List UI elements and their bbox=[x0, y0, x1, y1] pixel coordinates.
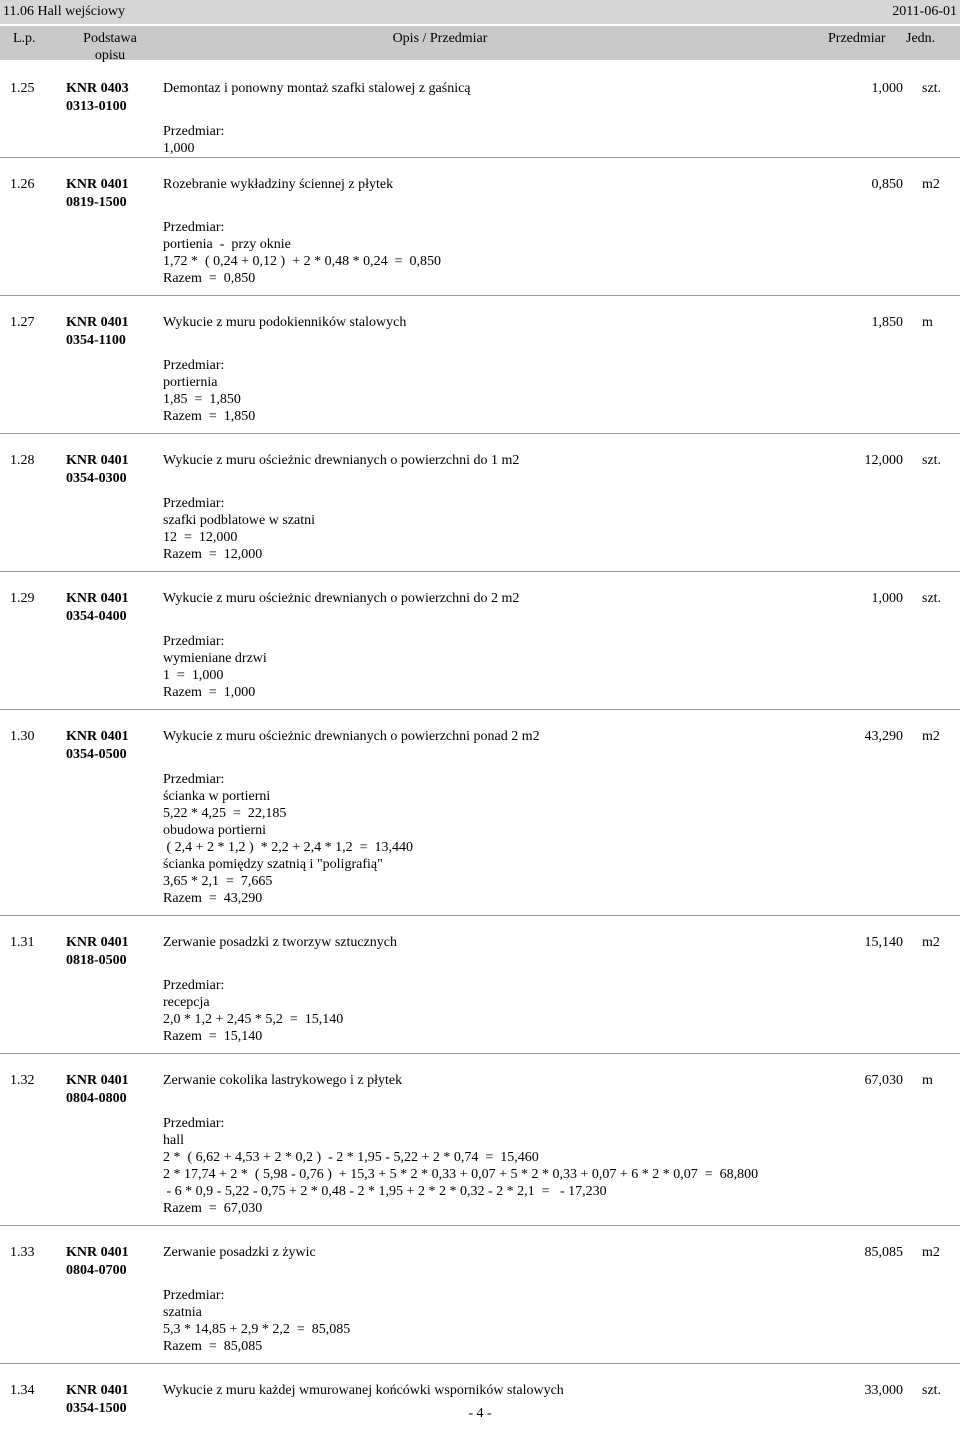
position-code-number: 0354-0400 bbox=[66, 609, 127, 624]
przedmiar-label: Przedmiar: bbox=[163, 978, 225, 993]
position-number: 1.32 bbox=[10, 1073, 35, 1088]
calculation-line: ( 2,4 + 2 * 1,2 ) * 2,2 + 2,4 * 1,2 = 13,440 bbox=[163, 840, 414, 855]
position-code bbox=[66, 452, 152, 488]
position-quantity: 67,030 bbox=[864, 1073, 903, 1088]
calculation-line: 1,85 = 1,850 bbox=[163, 392, 241, 407]
position-number: 1.25 bbox=[10, 81, 35, 96]
position-quantity: 12,000 bbox=[864, 453, 903, 468]
calculation-lines bbox=[163, 1304, 350, 1355]
calculation-line: 1,000 bbox=[163, 141, 195, 156]
calculation-line: Razem = 85,085 bbox=[163, 1339, 263, 1354]
calculation-line: 2 * ( 6,62 + 4,53 + 2 * 0,2 ) - 2 * 1,95 - 5,22 + 2 * 0,74 = 15,460 bbox=[163, 1150, 539, 1165]
position-unit: szt. bbox=[922, 591, 942, 606]
calculation-line: Razem = 0,850 bbox=[163, 271, 256, 286]
position-number: 1.26 bbox=[10, 177, 35, 192]
position-description: Wykucie z muru podokienników stalowych bbox=[163, 315, 407, 330]
calculation-line: - 6 * 0,9 - 5,22 - 0,75 + 2 * 0,48 - 2 * 1,95 + 2 * 2 * 0,32 - 2 * 2,1 = - 17,230 bbox=[163, 1184, 607, 1199]
position-code-catalog: KNR 0401 bbox=[66, 729, 129, 744]
position-code-number: 0354-0500 bbox=[66, 747, 127, 762]
position-quantity: 33,000 bbox=[864, 1383, 903, 1398]
table-row bbox=[0, 1054, 960, 1226]
calculation-line: hall bbox=[163, 1133, 184, 1148]
calculation-line: ścianka w portierni bbox=[163, 789, 271, 804]
position-unit: m2 bbox=[922, 935, 940, 950]
calculation-line: Razem = 1,000 bbox=[163, 685, 256, 700]
document-date: 2011-06-01 bbox=[892, 4, 957, 19]
przedmiar-label: Przedmiar: bbox=[163, 634, 225, 649]
position-description: Wykucie z muru ościeżnic drewnianych o powierzchni do 2 m2 bbox=[163, 591, 520, 606]
position-code-catalog: KNR 0401 bbox=[66, 1383, 129, 1398]
position-number: 1.28 bbox=[10, 453, 35, 468]
position-unit: m bbox=[922, 1073, 933, 1088]
calculation-lines bbox=[163, 994, 343, 1045]
header-lp: L.p. bbox=[13, 31, 36, 46]
calculation-lines bbox=[163, 788, 413, 907]
position-code-number: 0804-0700 bbox=[66, 1263, 127, 1278]
calculation-lines bbox=[163, 140, 195, 157]
table-row bbox=[0, 916, 960, 1054]
position-quantity: 1,000 bbox=[871, 591, 903, 606]
position-code bbox=[66, 590, 152, 626]
position-number: 1.29 bbox=[10, 591, 35, 606]
table-header bbox=[0, 26, 960, 63]
header-przedmiar: Przedmiar bbox=[828, 31, 886, 46]
position-unit: m bbox=[922, 315, 933, 330]
position-description: Wykucie z muru ościeżnic drewnianych o powierzchni do 1 m2 bbox=[163, 453, 520, 468]
position-code bbox=[66, 934, 152, 970]
table-row bbox=[0, 710, 960, 916]
calculation-line: 2 * 17,74 + 2 * ( 5,98 - 0,76 ) + 15,3 + 5 * 2 * 0,33 + 0,07 + 5 * 2 * 0,33 + 0,07 + 6 * 2 * 0,07 = 68,800 bbox=[163, 1167, 759, 1182]
position-code bbox=[66, 80, 152, 116]
przedmiar-label: Przedmiar: bbox=[163, 1288, 225, 1303]
calculation-line: recepcja bbox=[163, 995, 210, 1010]
przedmiar-label: Przedmiar: bbox=[163, 772, 225, 787]
calculation-line: 5,3 * 14,85 + 2,9 * 2,2 = 85,085 bbox=[163, 1322, 351, 1337]
calculation-line: obudowa portierni bbox=[163, 823, 267, 838]
position-number: 1.30 bbox=[10, 729, 35, 744]
position-description: Wykucie z muru ościeżnic drewnianych o powierzchni ponad 2 m2 bbox=[163, 729, 540, 744]
table-row bbox=[0, 296, 960, 434]
calculation-line: portienia - przy oknie bbox=[163, 237, 291, 252]
calculation-line: Razem = 43,290 bbox=[163, 891, 263, 906]
position-unit: m2 bbox=[922, 1245, 940, 1260]
position-unit: m2 bbox=[922, 729, 940, 744]
calculation-line: Razem = 67,030 bbox=[163, 1201, 263, 1216]
calculation-lines bbox=[163, 374, 255, 425]
calculation-line: szafki podblatowe w szatni bbox=[163, 513, 316, 528]
calculation-lines bbox=[163, 650, 267, 701]
position-description: Zerwanie posadzki z tworzyw sztucznych bbox=[163, 935, 398, 950]
calculation-line: portiernia bbox=[163, 375, 218, 390]
position-unit: m2 bbox=[922, 177, 940, 192]
position-code bbox=[66, 314, 152, 350]
calculation-line: 1 = 1,000 bbox=[163, 668, 224, 683]
position-code-catalog: KNR 0401 bbox=[66, 177, 129, 192]
calculation-line: 5,22 * 4,25 = 22,185 bbox=[163, 806, 287, 821]
position-unit: szt. bbox=[922, 81, 942, 96]
table-row bbox=[0, 434, 960, 572]
calculation-lines bbox=[163, 236, 441, 287]
position-code-catalog: KNR 0401 bbox=[66, 935, 129, 950]
przedmiar-label: Przedmiar: bbox=[163, 220, 225, 235]
position-code-catalog: KNR 0401 bbox=[66, 1073, 129, 1088]
position-quantity: 43,290 bbox=[864, 729, 903, 744]
header-podstawa: Podstawa opisu bbox=[83, 31, 137, 63]
calculation-line: szatnia bbox=[163, 1305, 202, 1320]
calculation-line: Razem = 12,000 bbox=[163, 547, 263, 562]
table-row bbox=[0, 572, 960, 710]
position-code-catalog: KNR 0403 bbox=[66, 81, 129, 96]
position-code-number: 0804-0800 bbox=[66, 1091, 127, 1106]
position-description: Zerwanie cokolika lastrykowego i z płytek bbox=[163, 1073, 403, 1088]
position-code bbox=[66, 1244, 152, 1280]
calculation-line: 12 = 12,000 bbox=[163, 530, 238, 545]
przedmiar-label: Przedmiar: bbox=[163, 1116, 225, 1131]
position-code-number: 0354-0300 bbox=[66, 471, 127, 486]
position-description: Rozebranie wykładziny ściennej z płytek bbox=[163, 177, 394, 192]
calculation-line: 3,65 * 2,1 = 7,665 bbox=[163, 874, 273, 889]
position-code-catalog: KNR 0401 bbox=[66, 591, 129, 606]
position-description: Zerwanie posadzki z żywic bbox=[163, 1245, 316, 1260]
table-row bbox=[0, 158, 960, 296]
header-opis: Opis / Przedmiar bbox=[392, 31, 488, 46]
page-header-bar bbox=[0, 0, 960, 24]
position-number: 1.34 bbox=[10, 1383, 35, 1398]
position-unit: szt. bbox=[922, 453, 942, 468]
calculation-line: Razem = 15,140 bbox=[163, 1029, 263, 1044]
position-description: Demontaz i ponowny montaż szafki stalowej z gaśnicą bbox=[163, 81, 471, 96]
calculation-line: Razem = 1,850 bbox=[163, 409, 256, 424]
position-code-catalog: KNR 0401 bbox=[66, 315, 129, 330]
position-number: 1.33 bbox=[10, 1245, 35, 1260]
position-quantity: 1,000 bbox=[871, 81, 903, 96]
position-code-number: 0818-0500 bbox=[66, 953, 127, 968]
calculation-line: ścianka pomiędzy szatnią i "poligrafią" bbox=[163, 857, 383, 872]
position-description: Wykucie z muru każdej wmurowanej końcówki wsporników stalowych bbox=[163, 1383, 564, 1398]
przedmiar-label: Przedmiar: bbox=[163, 358, 225, 373]
document-title: 11.06 Hall wejściowy bbox=[3, 4, 125, 19]
przedmiar-label: Przedmiar: bbox=[163, 124, 225, 139]
position-code-number: 0313-0100 bbox=[66, 99, 127, 114]
position-unit: szt. bbox=[922, 1383, 942, 1398]
position-quantity: 15,140 bbox=[864, 935, 903, 950]
calculation-line: wymieniane drzwi bbox=[163, 651, 267, 666]
przedmiar-label: Przedmiar: bbox=[163, 496, 225, 511]
calculation-line: 2,0 * 1,2 + 2,45 * 5,2 = 15,140 bbox=[163, 1012, 344, 1027]
position-quantity: 1,850 bbox=[871, 315, 903, 330]
page-number: - 4 - bbox=[468, 1406, 492, 1421]
position-number: 1.27 bbox=[10, 315, 35, 330]
position-code-number: 0354-1100 bbox=[66, 333, 126, 348]
calculation-lines bbox=[163, 1132, 758, 1217]
table-row bbox=[0, 62, 960, 158]
calculation-lines bbox=[163, 512, 315, 563]
position-number: 1.31 bbox=[10, 935, 35, 950]
position-code bbox=[66, 1072, 152, 1108]
header-jedn: Jedn. bbox=[906, 31, 936, 46]
position-quantity: 0,850 bbox=[871, 177, 903, 192]
position-quantity: 85,085 bbox=[864, 1245, 903, 1260]
position-code-number: 0354-1500 bbox=[66, 1401, 127, 1416]
position-list bbox=[0, 62, 960, 1444]
position-code bbox=[66, 176, 152, 212]
position-code-catalog: KNR 0401 bbox=[66, 453, 129, 468]
table-row bbox=[0, 1226, 960, 1364]
position-code bbox=[66, 728, 152, 764]
position-code-number: 0819-1500 bbox=[66, 195, 127, 210]
position-code-catalog: KNR 0401 bbox=[66, 1245, 129, 1260]
calculation-line: 1,72 * ( 0,24 + 0,12 ) + 2 * 0,48 * 0,24 = 0,850 bbox=[163, 254, 442, 269]
table-row bbox=[0, 1364, 960, 1444]
